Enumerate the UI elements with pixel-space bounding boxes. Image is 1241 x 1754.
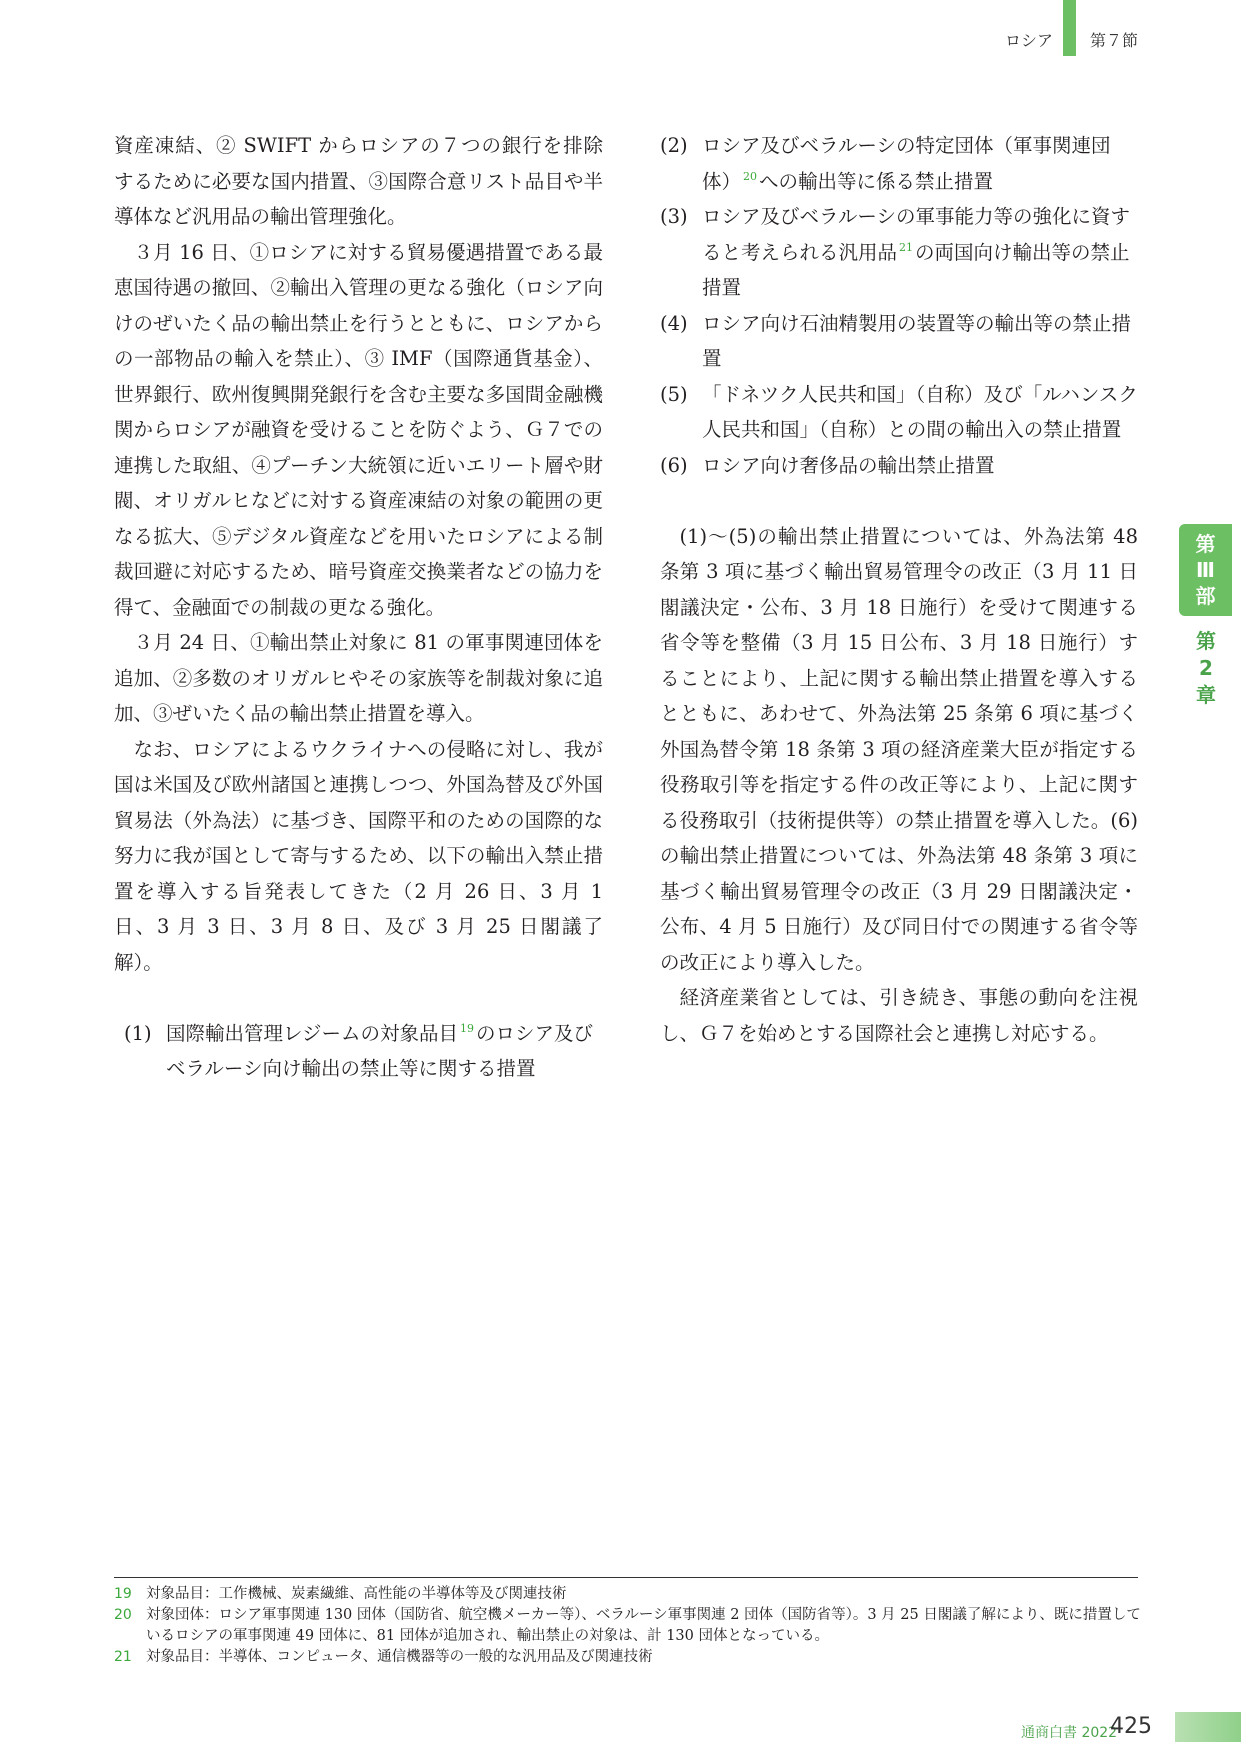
item-number: (2) — [660, 134, 688, 157]
right-paragraph-1: (1)～(5)の輸出禁止措置については、外為法第 48 条第 3 項に基づく輸出貿易管理令の改正（3 月 11 日閣議決定・公布、3 月 18 日施行）を受けて関連する省令等を整備（3 月 15 日公布、3 月 18 日施行）することにより、上記に関する輸出禁止措置を導入するとともに、あわせて、外為法第 25 条第 6 項に基づく外国為替令第 18 条第 3 項の経済産業大臣が指定する役務取引等を指定する件の改正等により、上記に関する役務取引（技術提供等）の禁止措置を導入した。(6)の輸出禁止措置については、外為法第 48 条第 3 項に基づく輸出貿易管理令の改正（3 月 29 日閣議決定・公布、4 月 5 日施行）及び同日付での関連する省令等の改正により導入した。 — [660, 524, 1138, 974]
footnote-21 — [114, 1647, 1144, 1668]
footnote-number: 19 — [114, 1586, 132, 1602]
footnote-ref[interactable]: 21 — [899, 241, 914, 254]
left-paragraph-4: なお、ロシアによるウクライナへの侵略に対し、我が国は米国及び欧州諸国と連携しつつ、外国為替及び外国貿易法（外為法）に基づき、国際平和のための国際的な努力に我が国として寄与するため、以下の輸出入禁止措置を導入する旨発表してきた（2 月 26 日、3 月 1 日、3 月 3 日、3 月 8 日、及び 3 月 25 日閣議了解）。 — [114, 737, 603, 974]
measure-item-1 — [114, 1016, 603, 1087]
right-paragraph-2: 経済産業省としては、引き続き、事態の動向を注視し、Ｇ７を始めとする国際社会と連携し対応する。 — [660, 986, 1138, 1045]
item-text: ロシア及びベラルーシの軍事能力等の強化に資すると考えられる汎用品 $^{21}$ の両国向け輸出等の禁止措置 — [702, 205, 1131, 299]
left-paragraph-1: 資産凍結、② SWIFT からロシアの７つの銀行を排除するために必要な国内措置、③国際合意リスト品目や半導体など汎用品の輸出管理強化。 — [114, 134, 603, 228]
item-text: ロシア向け石油精製用の装置等の輸出等の禁止措置 — [702, 311, 1132, 370]
item-text: ロシア向け奢侈品の輸出禁止措置 — [702, 453, 995, 477]
header-accent-bar — [1063, 0, 1076, 56]
item-number: (1) — [124, 1021, 152, 1045]
item-text: 国際輸出管理レジームの対象品目 $^{19}$ のロシア及びベラルーシ向け輸出の禁止等に関する措置 — [166, 1021, 594, 1080]
footnotes — [114, 1584, 1144, 1668]
footnote-text: 対象品目：工作機械、炭素繊維、高性能の半導体等及び関連技術 — [146, 1586, 567, 1602]
page-number: 425 — [1110, 1714, 1152, 1739]
measure-item-2 — [660, 128, 1138, 199]
footnote-text: 対象品目：半導体、コンピュータ、通信機器等の一般的な汎用品及び関連技術 — [146, 1649, 653, 1665]
item-number: (3) — [660, 205, 688, 228]
publication-title: 通商白書 2022 — [1021, 1725, 1118, 1741]
left-column — [114, 128, 603, 1087]
left-paragraph-3: ３月 24 日、①輸出禁止対象に 81 の軍事関連団体を追加、②多数のオリガルヒやその家族等を制裁対象に追加、③ぜいたく品の輸出禁止措置を導入。 — [114, 631, 603, 725]
footnote-text: 対象団体：ロシア軍事関連 130 団体（国防省、航空機メーカー等）、ベラルーシ軍事関連 2 団体（国防省等）。3 月 25 日閣議了解により、既に措置しているロシアの軍事関連 49 団体に、81 団体が追加され、輸出禁止の対象は、計 130 団体となっている。 — [146, 1607, 1141, 1644]
right-column — [660, 128, 1138, 1051]
part-tab[interactable]: 第 Ⅲ 部 — [1179, 524, 1232, 616]
footnote-ref[interactable]: 19 — [460, 1022, 475, 1035]
item-text: 「ドネツク人民共和国」（自称）及び「ルハンスク人民共和国」（自称）との間の輸出入の禁止措置 — [702, 382, 1138, 441]
item-number: (4) — [660, 311, 688, 335]
footer-accent-bar — [1175, 1712, 1241, 1742]
measure-item-4 — [660, 306, 1138, 377]
chapter-tab[interactable]: 第 2 章 — [1196, 629, 1216, 707]
measure-item-3 — [660, 199, 1138, 306]
running-header-chapter: 第７節 — [1090, 31, 1139, 50]
measure-item-6 — [660, 448, 1138, 484]
footnote-ref[interactable]: 20 — [743, 170, 758, 183]
footnote-20 — [114, 1605, 1144, 1647]
running-header-section: ロシア — [1004, 31, 1053, 50]
footnote-number: 20 — [114, 1607, 132, 1623]
item-text: ロシア及びベラルーシの特定団体（軍事関連団体） $^{20}$ への輸出等に係る禁止措置 — [702, 134, 1111, 193]
left-paragraph-2: ３月 16 日、①ロシアに対する貿易優遇措置である最恵国待遇の撤回、②輸出入管理の更なる強化（ロシア向けのぜいたく品の輸出禁止を行うとともに、ロシアからの一部物品の輸入を禁止）、③ IMF（国際通貨基金）、世界銀行、欧州復興開発銀行を含む主要な多国間金融機関からロシアが融資を受けることを防ぐよう、Ｇ７での連携した取組、④プーチン大統領に近いエリート層や財閥、オリガルヒなどに対する資産凍結の対象の範囲の更なる拡大、⑤デジタル資産などを用いたロシアによる制裁回避に対応するため、暗号資産交換業者などの協力を得て、金融面での制裁の更なる強化。 — [114, 240, 603, 619]
footnote-19 — [114, 1584, 1144, 1605]
footnote-number: 21 — [114, 1649, 132, 1665]
item-number: (6) — [660, 453, 688, 477]
footnote-divider — [114, 1577, 1138, 1578]
item-number: (5) — [660, 382, 688, 406]
measure-item-5 — [660, 377, 1138, 448]
